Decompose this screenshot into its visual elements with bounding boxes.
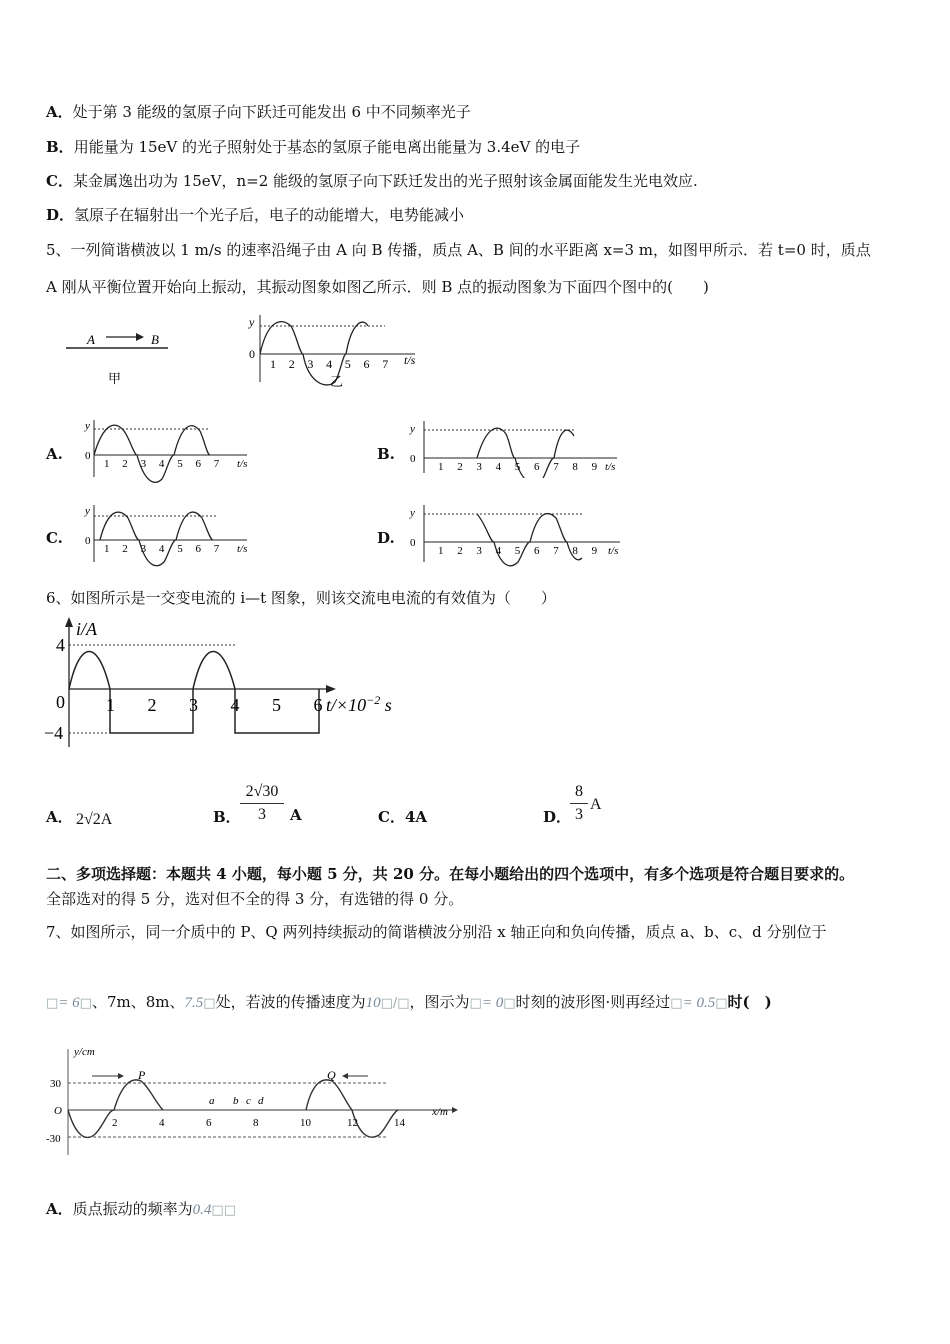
q7-xtick-label: 4 xyxy=(159,1117,165,1129)
section2-heading-line2: 全部选对的得 5 分，选对但不全的得 3 分，有选错的得 0 分。 xyxy=(46,890,464,908)
svg-text:t/s: t/s xyxy=(608,545,619,557)
q5-b-tick-label: 1 xyxy=(438,461,444,473)
q5-option-a-graph xyxy=(82,415,262,485)
svg-text:Q: Q xyxy=(327,1068,336,1082)
q6-option-a-value: 2√2A xyxy=(76,811,113,828)
q5-d-tick-label: 3 xyxy=(476,545,482,557)
q6-xlabel: $t/\times 10^{-2}$ s xyxy=(326,693,392,715)
svg-text:b: b xyxy=(233,1095,239,1107)
svg-text:t/s: t/s xyxy=(237,458,248,470)
q5-b-tick-label: 4 xyxy=(495,461,502,473)
q5-c-tick-label: 5 xyxy=(177,543,183,555)
q4-option-c: C．某金属逸出功为 15eV，n=2 能级的氢原子向下跃迁发出的光子照射该金属面能发生光电效应. xyxy=(46,172,698,190)
q6-it-graph xyxy=(40,615,420,755)
q5-stem-line2: A 刚从平衡位置开始向上振动，其振动图象如图乙所示．则 B 点的振动图象为下面四个图中的( ) xyxy=(46,278,709,296)
svg-text:0: 0 xyxy=(249,347,255,361)
svg-text:4: 4 xyxy=(56,635,65,655)
q5-yi-tick-label: 4 xyxy=(326,357,333,371)
svg-text:0: 0 xyxy=(410,453,416,465)
q5-yi-tick-label: 1 xyxy=(270,357,276,371)
q7-xtick-label: 2 xyxy=(112,1117,118,1129)
q7-xtick-label: 14 xyxy=(394,1117,405,1129)
q5-b-tick-label: 5 xyxy=(514,461,521,473)
q5-d-tick-label: 9 xyxy=(591,545,598,557)
svg-text:B: B xyxy=(151,332,159,347)
q5-c-tick-label: 1 xyxy=(104,543,110,555)
q4-option-b: B．用能量为 15eV 的光子照射处于基态的氢原子能电离出能量为 3.4eV 的电子 xyxy=(46,138,581,156)
q5-d-tick-label: 7 xyxy=(553,545,559,557)
svg-text:A: A xyxy=(87,332,95,347)
q5-option-d-label: D. xyxy=(377,529,395,547)
q5-a-tick-label: 2 xyxy=(122,458,128,470)
svg-text:0: 0 xyxy=(85,450,91,462)
q6-xtick-label: 5 xyxy=(272,695,281,715)
q5-b-tick-label: 9 xyxy=(591,461,598,473)
q5-c-tick-label: 3 xyxy=(140,543,147,555)
svg-text:甲: 甲 xyxy=(108,371,122,386)
q7-stem-line2: □= 6□、7m、8m、7.5□处，若波的传播速度为10□/□，图示为□= 0□时刻的波形图·则再经过□= 0.5□时( ) xyxy=(46,993,772,1011)
q5-figure-yi xyxy=(240,312,430,392)
q6-xtick-label: 6 xyxy=(313,695,323,715)
svg-text:t/s: t/s xyxy=(404,353,416,367)
svg-text:y: y xyxy=(410,423,415,435)
q5-d-tick-label: 2 xyxy=(457,545,463,557)
q5-option-d-graph xyxy=(402,502,632,567)
q5-d-tick-label: 8 xyxy=(572,545,578,557)
q5-yi-tick-label: 7 xyxy=(382,357,389,371)
q6-xtick-label: 1 xyxy=(106,695,115,715)
q7-xtick-label: 12 xyxy=(347,1117,358,1129)
q5-b-tick-label: 7 xyxy=(553,461,559,473)
q6-xtick-label: 2 xyxy=(147,695,157,715)
q5-b-tick-label: 8 xyxy=(572,461,578,473)
q6-option-d-letter: D． xyxy=(543,808,572,826)
q5-a-tick-label: 3 xyxy=(140,458,147,470)
svg-text:y/cm: y/cm xyxy=(74,1046,95,1058)
q6-option-d-unit: A xyxy=(590,796,602,813)
q5-yi-tick-label: 2 xyxy=(288,357,295,371)
svg-text:y: y xyxy=(85,420,90,432)
q5-figure-jia xyxy=(60,325,180,395)
q6-option-a-letter: A． xyxy=(46,808,73,826)
q5-c-tick-label: 4 xyxy=(158,543,165,555)
q6-option-b-letter: B． xyxy=(213,808,241,826)
q4-option-d: D．氢原子在辐射出一个光子后，电子的动能增大，电势能减小 xyxy=(46,206,465,224)
q5-b-tick-label: 6 xyxy=(534,461,540,473)
q5-c-tick-label: 7 xyxy=(213,543,220,555)
q5-option-c-graph xyxy=(82,500,262,570)
svg-text:0: 0 xyxy=(56,692,65,712)
q5-c-tick-label: 6 xyxy=(195,543,201,555)
svg-text:30: 30 xyxy=(50,1078,61,1090)
q6-option-b-unit: A xyxy=(290,806,302,824)
q6-option-b-fraction: 2√30 3 xyxy=(240,783,284,824)
q6-xtick-label: 4 xyxy=(230,695,240,715)
svg-text:−4: −4 xyxy=(44,723,64,743)
q6-xtick-label: 3 xyxy=(189,695,198,715)
q5-option-c-label: C. xyxy=(46,529,63,547)
svg-text:O: O xyxy=(54,1105,62,1117)
svg-text:c: c xyxy=(246,1095,251,1107)
svg-text:P: P xyxy=(138,1068,146,1082)
svg-text:0: 0 xyxy=(85,535,91,547)
section2-heading-line1: 二、多项选择题：本题共 4 小题，每小题 5 分，共 20 分。在每小题给出的四个选项中，有多个选项是符合题目要求的。 xyxy=(46,865,855,883)
q5-yi-tick-label: 5 xyxy=(344,357,351,371)
q5-yi-tick-label: 3 xyxy=(307,357,314,371)
q5-a-tick-label: 5 xyxy=(177,458,183,470)
q5-d-tick-label: 1 xyxy=(438,545,444,557)
svg-text:t/s: t/s xyxy=(605,461,616,473)
svg-text:y: y xyxy=(249,315,255,329)
q7-xtick-label: 8 xyxy=(253,1117,259,1129)
q5-c-tick-label: 2 xyxy=(122,543,128,555)
svg-text:d: d xyxy=(258,1095,264,1107)
q5-stem-line1: 5、一列简谐横波以 1 m/s 的速率沿绳子由 A 向 B 传播，质点 A、B 间的水平距离 x=3 m，如图甲所示．若 t=0 时，质点 xyxy=(46,241,871,259)
q5-a-tick-label: 7 xyxy=(213,458,220,470)
svg-text:乙: 乙 xyxy=(330,374,344,389)
q5-option-b-label: B. xyxy=(377,445,395,463)
q7-option-a: A．质点振动的频率为0.4□□ xyxy=(46,1200,236,1218)
svg-text:y: y xyxy=(410,507,415,519)
q5-a-tick-label: 4 xyxy=(158,458,165,470)
q5-d-tick-label: 5 xyxy=(514,545,521,557)
q7-stem-line1: 7、如图所示，同一介质中的 P、Q 两列持续振动的简谐横波分别沿 x 轴正向和负向传播，质点 a、b、c、d 分别位于 xyxy=(46,923,827,941)
svg-text:-30: -30 xyxy=(46,1133,61,1145)
svg-text:a: a xyxy=(209,1095,215,1107)
q5-option-a-label: A. xyxy=(46,445,63,463)
svg-text:i/A: i/A xyxy=(76,619,97,639)
q7-wave-graph xyxy=(46,1043,466,1163)
q5-a-tick-label: 1 xyxy=(104,458,110,470)
q5-d-tick-label: 6 xyxy=(534,545,540,557)
q6-option-c: C．4A xyxy=(378,808,428,826)
svg-text:t/s: t/s xyxy=(237,543,248,555)
q5-yi-tick-label: 6 xyxy=(363,357,370,371)
q7-xtick-label: 10 xyxy=(300,1117,311,1129)
q6-option-d-fraction: 8 3 xyxy=(570,783,588,824)
q5-a-tick-label: 6 xyxy=(195,458,201,470)
svg-text:x/m: x/m xyxy=(432,1106,448,1118)
q4-option-a: A．处于第 3 能级的氢原子向下跃迁可能发出 6 中不同频率光子 xyxy=(46,103,471,121)
svg-text:y: y xyxy=(85,505,90,517)
q5-b-tick-label: 3 xyxy=(476,461,482,473)
svg-text:0: 0 xyxy=(410,537,416,549)
q7-xtick-label: 6 xyxy=(206,1117,212,1129)
q5-d-tick-label: 4 xyxy=(495,545,502,557)
q5-b-tick-label: 2 xyxy=(457,461,463,473)
q6-stem: 6、如图所示是一交变电流的 i—t 图象，则该交流电电流的有效值为（ ） xyxy=(46,589,556,607)
q5-option-b-graph xyxy=(402,418,632,478)
